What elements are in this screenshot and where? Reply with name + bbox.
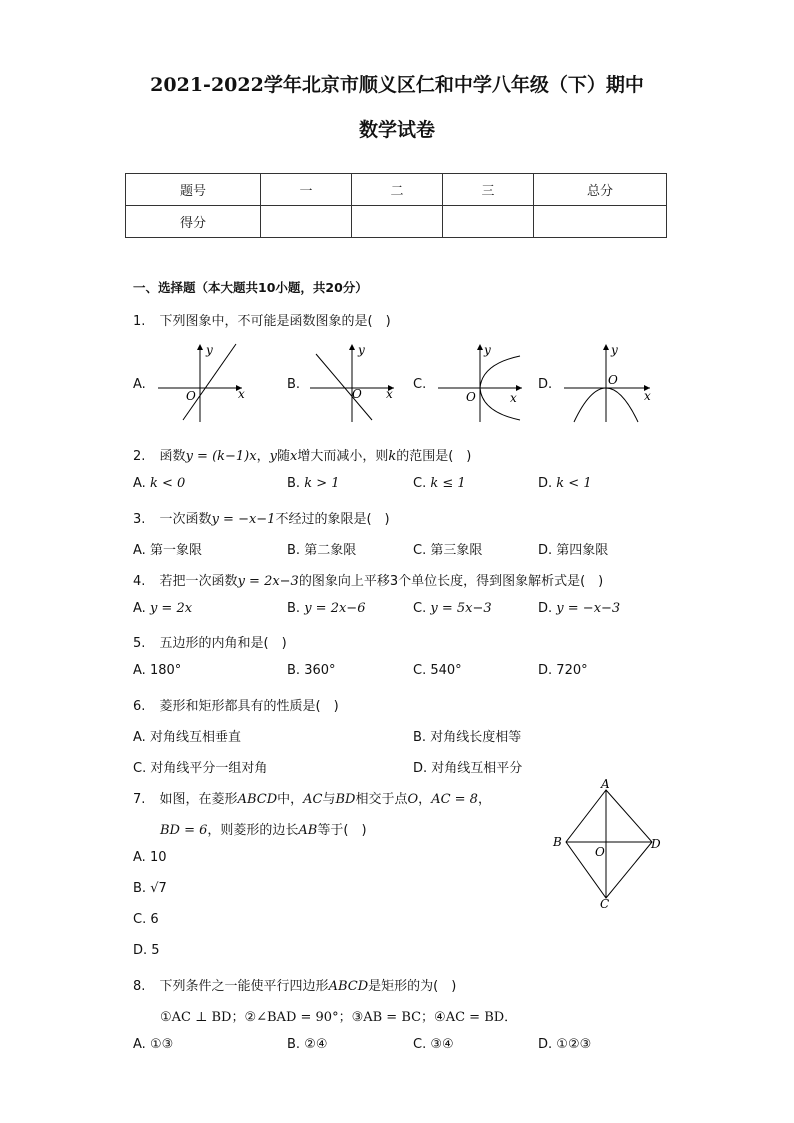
option-c: [413, 476, 466, 491]
question-text: 增大而减小，则: [297, 449, 389, 464]
option-text: y = 2x: [149, 601, 193, 616]
option-label: D.: [413, 761, 428, 776]
option-label: A.: [133, 476, 146, 491]
question-text: 一次函数: [159, 512, 212, 527]
question-text: 如图，在菱形: [159, 792, 238, 807]
question-number: 2.: [133, 449, 146, 464]
question-text: 函数: [159, 449, 186, 464]
option-text: y = 2x−6: [304, 601, 366, 616]
axis-label-x: x: [238, 387, 245, 401]
option-c: [133, 912, 159, 927]
option-label: A.: [133, 663, 146, 678]
question-8-conditions: ①AC ⊥ BD；②∠BAD = 90°；③AB = BC；④AC = BD．: [160, 1010, 518, 1025]
axis-label-x: x: [386, 387, 393, 401]
option-label: C.: [413, 543, 427, 558]
option-a: [133, 726, 241, 745]
math-expr: x: [289, 449, 298, 464]
option-a: [133, 850, 166, 865]
option-text: 对角线平分一组对角: [150, 761, 268, 776]
option-text: 5: [151, 943, 160, 958]
option-b: [413, 726, 521, 745]
option-label: D.: [133, 943, 148, 958]
option-label: B.: [287, 476, 301, 491]
option-label: C.: [133, 912, 147, 927]
question-text: ，: [256, 449, 270, 464]
option-label: B.: [287, 377, 301, 392]
question-text: 的图象向上平移3个单位长度，得到图象解析式是( ): [298, 574, 604, 589]
option-text: 第二象限: [304, 543, 357, 558]
center-label-o: O: [595, 845, 605, 859]
graph-b: [302, 340, 402, 425]
question-text: 与: [322, 792, 336, 807]
question-3: [133, 508, 390, 527]
vertex-label-b: B: [553, 835, 562, 849]
option-text: 360°: [304, 663, 336, 678]
vertex-label-a: A: [601, 777, 610, 791]
option-text: 第三象限: [430, 543, 483, 558]
question-number: 4.: [133, 574, 146, 589]
option-label: B.: [287, 543, 301, 558]
question-number: 1.: [133, 314, 146, 329]
origin-label: O: [466, 390, 476, 404]
option-text: 对角线互相垂直: [149, 730, 241, 745]
question-text: ，: [418, 792, 432, 807]
table-cell: 二: [352, 174, 443, 206]
option-label: A.: [133, 377, 146, 392]
question-7: [133, 788, 491, 807]
option-text: y = −x−3: [556, 601, 621, 616]
math-expr: y = −x−1: [211, 512, 276, 527]
axis-label-x: x: [644, 389, 651, 403]
option-c: [413, 1037, 454, 1052]
question-text: 相交于点: [355, 792, 408, 807]
math-expr: AC = 8: [431, 792, 478, 807]
math-expr: AB: [298, 823, 318, 838]
graph-d: [558, 340, 658, 425]
table-cell: [352, 206, 443, 238]
option-d: [538, 663, 588, 678]
option-text: 第一象限: [149, 543, 202, 558]
math-expr: y = 2x−3: [237, 574, 299, 589]
axis-label-y: y: [358, 343, 365, 357]
option-label: D.: [538, 1037, 553, 1052]
option-label: C.: [413, 663, 427, 678]
graph-a: [150, 340, 250, 425]
question-number: 6.: [133, 699, 146, 714]
origin-label: O: [186, 389, 196, 403]
math-expr: ABCD: [237, 792, 278, 807]
option-text: 720°: [556, 663, 588, 678]
option-text: 第四象限: [556, 543, 609, 558]
option-c: [133, 757, 267, 776]
question-text: 下列条件之一能使平行四边形: [159, 979, 329, 994]
option-label: C.: [413, 377, 427, 392]
option-text: k < 1: [556, 476, 592, 491]
question-text: ，: [477, 792, 491, 807]
option-label: A.: [133, 543, 146, 558]
question-number: 3.: [133, 512, 146, 527]
option-label: A.: [133, 850, 146, 865]
question-text: 是矩形的为( ): [368, 979, 457, 994]
option-b: [287, 1037, 328, 1052]
table-cell: 总分: [534, 174, 667, 206]
option-text: 6: [150, 912, 159, 927]
option-text: ①③: [149, 1037, 174, 1052]
question-text: 的范围是( ): [396, 449, 472, 464]
option-text: ③④: [430, 1037, 454, 1052]
math-expr: ABCD: [328, 979, 369, 994]
option-text: k ≤ 1: [430, 476, 466, 491]
question-text: 随: [276, 449, 290, 464]
math-expr: y: [269, 449, 277, 464]
option-a: [133, 663, 181, 678]
option-label: D.: [538, 601, 553, 616]
option-label: B.: [287, 663, 301, 678]
page-title: 2021-2022学年北京市顺义区仁和中学八年级（下）期中: [150, 74, 644, 96]
option-label: D.: [538, 663, 553, 678]
option-b: [133, 881, 167, 896]
question-8: [133, 975, 456, 994]
option-label: C.: [413, 1037, 427, 1052]
option-c: [413, 601, 492, 616]
score-table: [125, 173, 667, 238]
table-cell: 得分: [126, 206, 261, 238]
table-cell: [534, 206, 667, 238]
option-d: [538, 601, 620, 616]
question-text: 菱形和矩形都具有的性质是( ): [159, 699, 339, 714]
math-expr: k: [388, 449, 397, 464]
option-text: y = 5x−3: [430, 601, 492, 616]
math-expr: y = (k−1)x: [185, 449, 257, 464]
question-number: 5.: [133, 636, 146, 651]
option-c: [413, 539, 482, 558]
math-expr: BD: [335, 792, 356, 807]
table-cell: 题号: [126, 174, 261, 206]
option-d: [538, 476, 592, 491]
option-text: 10: [149, 850, 167, 865]
option-label: B.: [287, 1037, 301, 1052]
question-5: [133, 632, 287, 651]
option-b: [287, 476, 340, 491]
table-row: [126, 206, 667, 238]
question-text: 不经过的象限是( ): [275, 512, 390, 527]
option-text: √7: [150, 881, 167, 896]
axis-label-y: y: [206, 343, 213, 357]
option-a: [133, 476, 185, 491]
math-expr: AC: [303, 792, 323, 807]
table-cell: 一: [261, 174, 352, 206]
option-label: C.: [413, 476, 427, 491]
question-text: ，则菱形的边长: [207, 823, 299, 838]
option-text: 180°: [149, 663, 182, 678]
option-a: [133, 539, 202, 558]
origin-label: O: [352, 387, 362, 401]
option-label: D.: [538, 476, 553, 491]
math-expr: O: [407, 792, 419, 807]
question-7-line2: [160, 819, 367, 838]
table-cell: [443, 206, 534, 238]
option-label: A.: [133, 730, 146, 745]
option-label: B.: [133, 881, 147, 896]
math-expr: BD = 6: [160, 823, 208, 838]
graph-c: [432, 340, 532, 425]
rhombus-figure: [548, 776, 666, 910]
question-number: 7.: [133, 792, 146, 807]
question-text: 下列图象中，不可能是函数图象的是( ): [159, 314, 391, 329]
question-text: 五边形的内角和是( ): [159, 636, 287, 651]
option-label: C.: [413, 601, 427, 616]
option-d: [133, 943, 160, 958]
table-row: [126, 174, 667, 206]
option-text: 对角线长度相等: [430, 730, 522, 745]
question-6: [133, 695, 339, 714]
axis-label-y: y: [484, 343, 491, 357]
option-d: [538, 1037, 591, 1052]
option-c: [413, 663, 462, 678]
vertex-label-d: D: [651, 837, 661, 851]
option-b: [287, 539, 356, 558]
question-1: [133, 310, 391, 329]
question-4: [133, 570, 603, 589]
option-d: [413, 757, 522, 776]
table-cell: [261, 206, 352, 238]
option-text: 540°: [430, 663, 462, 678]
question-2: [133, 445, 471, 464]
axis-label-x: x: [510, 391, 517, 405]
option-a: [133, 601, 192, 616]
option-label: A.: [133, 601, 146, 616]
question-text: 等于( ): [317, 823, 367, 838]
question-text: 中，: [277, 792, 304, 807]
origin-label: O: [608, 373, 618, 387]
question-text: 若把一次函数: [159, 574, 238, 589]
vertex-label-c: C: [600, 897, 610, 910]
option-d: [538, 539, 608, 558]
option-b: [287, 663, 336, 678]
axis-label-y: y: [611, 343, 618, 357]
option-label: B.: [413, 730, 427, 745]
option-label: B.: [287, 601, 301, 616]
table-cell: 三: [443, 174, 534, 206]
option-label: C.: [133, 761, 147, 776]
page-subtitle: 数学试卷: [358, 119, 435, 141]
option-label: A.: [133, 1037, 146, 1052]
option-label: D.: [538, 377, 553, 392]
option-text: 对角线互相平分: [431, 761, 523, 776]
option-b: [287, 601, 365, 616]
question-number: 8.: [133, 979, 146, 994]
option-a: [133, 1037, 173, 1052]
section-heading: 一、选择题（本大题共10小题，共20分）: [133, 280, 368, 295]
option-text: ①②③: [556, 1037, 592, 1052]
option-text: k > 1: [304, 476, 340, 491]
option-text: k < 0: [149, 476, 186, 491]
option-text: ②④: [304, 1037, 328, 1052]
option-label: D.: [538, 543, 553, 558]
